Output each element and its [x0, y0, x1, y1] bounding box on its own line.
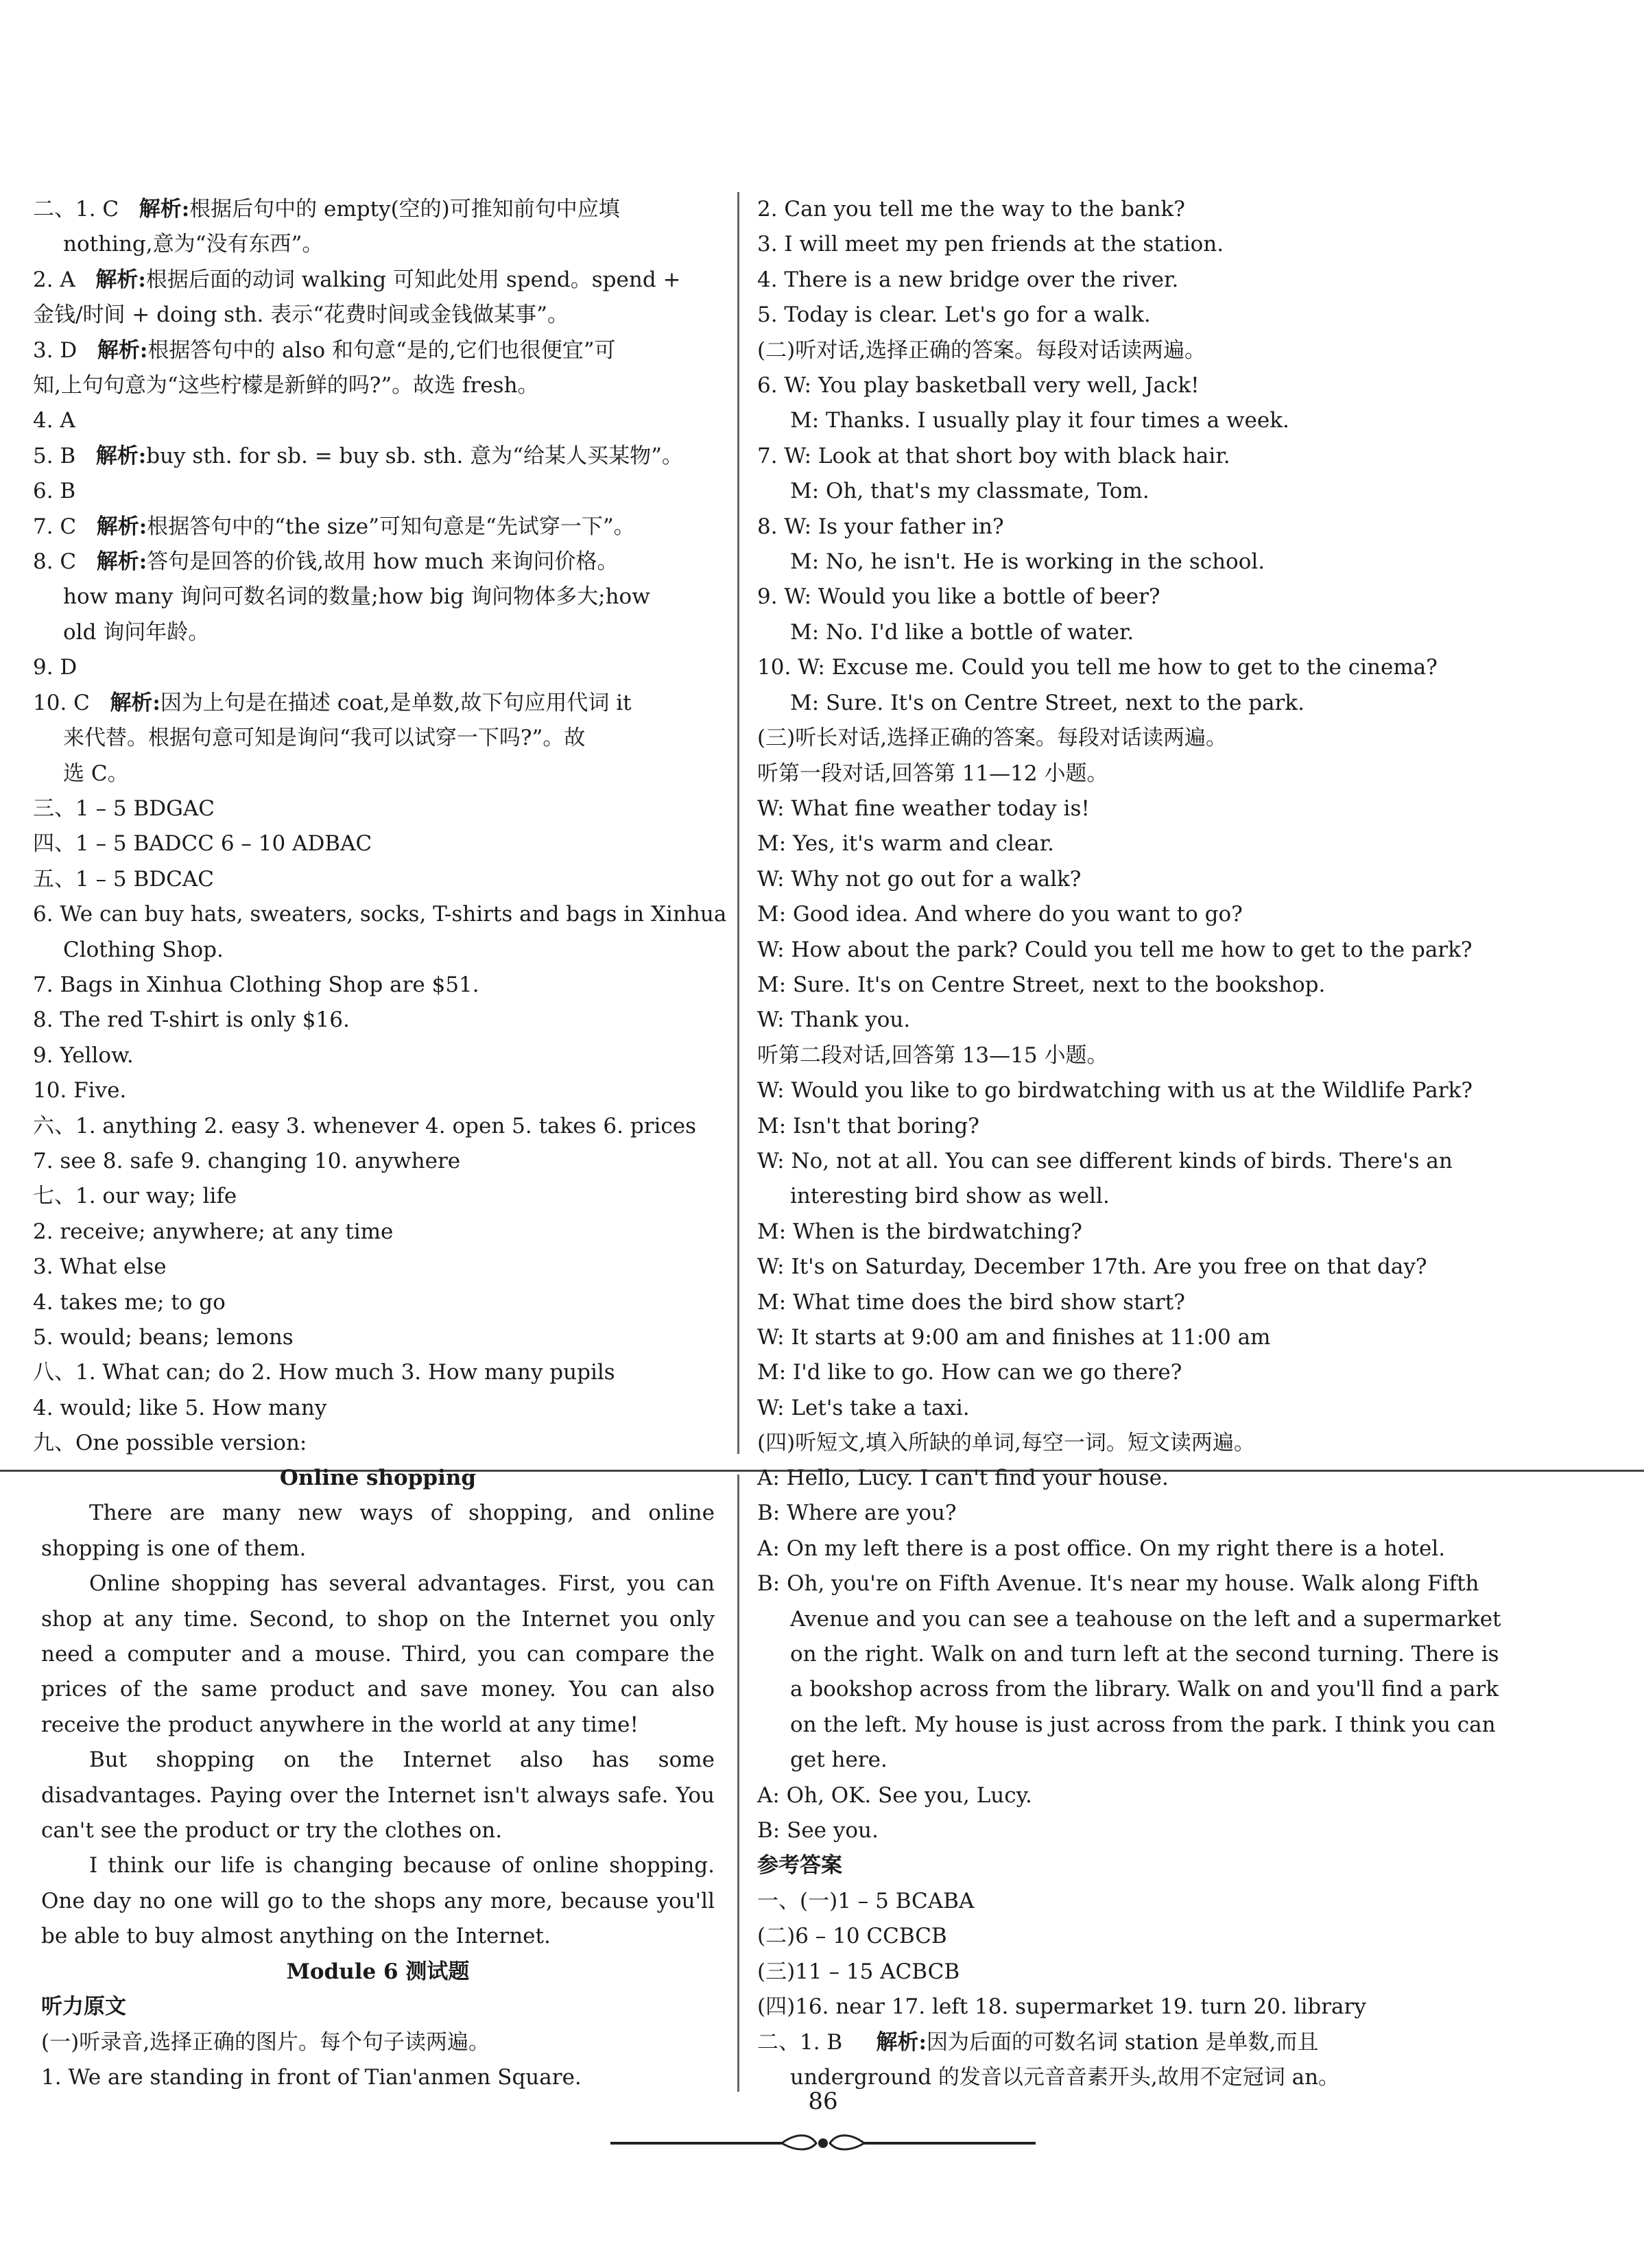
item-number: 7. C [33, 514, 77, 539]
text-line: W: What fine weather today is! [757, 796, 1090, 821]
text-line: 4. takes me; to go [33, 1289, 226, 1315]
text-line [33, 545, 711, 580]
column-divider-bottom [737, 1475, 739, 2092]
answers-heading: 参考答案 [757, 1853, 842, 1878]
text-line: W: It starts at 9:00 am and finishes at 11:00 am [757, 1325, 1271, 1350]
text-line: W: Let's take a taxi. [757, 1395, 970, 1420]
text-line: (二)听对话,选择正确的答案。每段对话读两遍。 [757, 337, 1206, 363]
answer-line: (二)6 – 10 CCBCB [757, 1924, 947, 1949]
text-line: W: Thank you. [757, 1007, 911, 1033]
essay-paragraph: There are many new ways of shopping, and online shopping is one of them. [41, 1501, 715, 1561]
analysis-text: 根据答句中的“the size”可知句意是“先试穿一下”。 [147, 514, 635, 539]
analysis-label: 解析: [139, 197, 190, 222]
essay-paragraph: Online shopping has several advantages. First, you can shop at any time. Second, to shop on the Internet you only need a computer and a mouse. Third, you can compare the prices of the same product and save money. You can also receive the product anywhere in the world at any time! [41, 1571, 715, 1737]
answer-line: (四)16. near 17. left 18. supermarket 19. turn 20. library [757, 1994, 1366, 2020]
answer-line: 一、(一)1 – 5 BCABA [757, 1888, 975, 1913]
answer-number: 二、1. B [757, 2029, 843, 2055]
text-line: W: How about the park? Could you tell me how to get to the park? [757, 937, 1473, 962]
text-line: 3. What else [33, 1254, 167, 1280]
analysis-text: buy sth. for sb. = buy sb. sth. 意为“给某人买某物”。 [146, 443, 683, 468]
text-line: 选 C。 [63, 761, 129, 786]
analysis-text: 根据答句中的 also 和句意“是的,它们也很便宜”可 [147, 337, 616, 363]
text-line: 七、1. our way; life [33, 1184, 237, 1209]
text-line: W: No, not at all. You can see different kinds of birds. There's an [757, 1148, 1453, 1173]
bottom-right-column [757, 1461, 1501, 2095]
page-number: 86 [808, 2088, 838, 2115]
text-line [33, 686, 711, 721]
analysis-label: 解析: [95, 267, 146, 292]
text-line: 知,上句句意为“这些柠檬是新鲜的吗?”。故选 fresh。 [33, 373, 539, 398]
text-line: 7. see 8. safe 9. changing 10. anywhere [33, 1148, 461, 1173]
analysis-text: 答句是回答的价钱,故用 how much 来询问价格。 [147, 549, 619, 575]
text-line: 8. W: Is your father in? [757, 514, 1004, 539]
dialog-line: B: Oh, you're on Fifth Avenue. It's near my house. Walk along Fifth [757, 1571, 1479, 1597]
text-line: M: What time does the bird show start? [757, 1289, 1185, 1315]
text-line: 10. Five. [33, 1078, 127, 1103]
text-line: 金钱/时间 + doing sth. 表示“花费时间或金钱做某事”。 [33, 302, 569, 328]
text-line: 6. W: You play basketball very well, Jack! [757, 373, 1200, 398]
essay-paragraph: I think our life is changing because of online shopping. One day no one will go to the shops any more, because you'll be able to buy almost anything on the Internet. [41, 1853, 715, 1949]
item-number: 3. D [33, 337, 78, 363]
dialog-line: Avenue and you can see a teahouse on the left and a supermarket [790, 1606, 1501, 1632]
text-line: 10. W: Excuse me. Could you tell me how to get to the cinema? [757, 655, 1438, 680]
dialog-line: A: On my left there is a post office. On my right there is a hotel. [757, 1536, 1446, 1561]
text-line: (四)听短文,填入所缺的单词,每空一词。短文读两遍。 [757, 1431, 1255, 1456]
text-line: M: Good idea. And where do you want to go? [757, 902, 1243, 927]
text-line: 9. Yellow. [33, 1042, 134, 1068]
footer-ornament-icon [610, 2129, 1036, 2157]
text-line: 五、1 – 5 BDCAC [33, 866, 214, 892]
item-number: 5. B [33, 443, 76, 468]
text-line: 听第二段对话,回答第 13—15 小题。 [757, 1042, 1108, 1068]
listening-part1: (一)听录音,选择正确的图片。每个句子读两遍。 [41, 2029, 490, 2055]
text-line: 4. would; like 5. How many [33, 1395, 327, 1420]
answer-explanation-cont: underground 的发音以元音音素开头,故用不定冠词 an。 [790, 2064, 1340, 2090]
analysis-text: 因为后面的可数名词 station 是单数,而且 [926, 2029, 1319, 2055]
dialog-line: B: Where are you? [757, 1501, 957, 1526]
top-left-column [33, 192, 727, 1461]
analysis-label: 解析: [876, 2029, 927, 2055]
text-line [33, 439, 711, 474]
text-line: interesting bird show as well. [790, 1184, 1110, 1209]
analysis-text: 因为上句是在描述 coat,是单数,故下句应用代词 it [160, 690, 632, 715]
analysis-label: 解析: [96, 514, 147, 539]
item-number: 10. C [33, 690, 90, 715]
text-line: 2. Can you tell me the way to the bank? [757, 197, 1185, 222]
dialog-line: A: Oh, OK. See you, Lucy. [757, 1782, 1032, 1808]
dialog-line: on the left. My house is just across from the park. I think you can [790, 1712, 1496, 1737]
text-line: 4. A [33, 408, 75, 433]
text-line: 八、1. What can; do 2. How much 3. How many pupils [33, 1360, 615, 1385]
text-line [33, 333, 711, 368]
text-line: (三)听长对话,选择正确的答案。每段对话读两遍。 [757, 726, 1228, 751]
dialog-line: B: See you. [757, 1818, 879, 1843]
text-line: M: Isn't that boring? [757, 1113, 979, 1138]
text-line: 5. would; beans; lemons [33, 1325, 294, 1350]
analysis-label: 解析: [97, 337, 148, 363]
column-divider-top [737, 192, 739, 1454]
text-line: 5. Today is clear. Let's go for a walk. [757, 302, 1151, 328]
text-line: M: No. I'd like a bottle of water. [790, 619, 1134, 645]
text-line: W: Would you like to go birdwatching with us at the Wildlife Park? [757, 1078, 1473, 1103]
answer-line: (三)11 – 15 ACBCB [757, 1959, 960, 1984]
text-line [33, 510, 711, 545]
text-line: M: Thanks. I usually play it four times a week. [790, 408, 1289, 433]
analysis-text: 根据后面的动词 walking 可知此处用 spend。spend + [145, 267, 681, 292]
text-line: old 询问年龄。 [63, 619, 210, 645]
text-line: 听第一段对话,回答第 11—12 小题。 [757, 761, 1108, 786]
text-line: W: It's on Saturday, December 17th. Are you free on that day? [757, 1254, 1427, 1280]
top-right-column [757, 192, 1473, 1461]
bottom-left-column [41, 1461, 715, 2095]
text-line: 7. W: Look at that short boy with black hair. [757, 443, 1230, 468]
analysis-text: 根据后句中的 empty(空的)可推知前句中应填 [189, 197, 620, 222]
dialog-line: get here. [790, 1747, 887, 1773]
text-line: 九、One possible version: [33, 1431, 307, 1456]
module-title: Module 6 测试题 [286, 1959, 470, 1984]
text-line: 4. There is a new bridge over the river. [757, 267, 1179, 292]
text-line: 6. We can buy hats, sweaters, socks, T-shirts and bags in Xinhua [33, 902, 727, 927]
text-line: M: Oh, that's my classmate, Tom. [790, 479, 1149, 504]
dialog-line: a bookshop across from the library. Walk on and you'll find a park [790, 1677, 1499, 1702]
text-line: 6. B [33, 479, 76, 504]
text-line: 9. D [33, 655, 78, 680]
essay-paragraph: But shopping on the Internet also has some disadvantages. Paying over the Internet isn't always safe. You can't see the product or try the clothes on. [41, 1747, 715, 1843]
text-line: 9. W: Would you like a bottle of beer? [757, 584, 1160, 610]
analysis-label: 解析: [96, 549, 147, 575]
item-number: 8. C [33, 549, 77, 575]
text-line: Clothing Shop. [63, 937, 224, 962]
text-line: M: Sure. It's on Centre Street, next to the park. [790, 690, 1305, 715]
text-line: M: I'd like to go. How can we go there? [757, 1360, 1182, 1385]
text-line: 来代替。根据句意可知是询问“我可以试穿一下吗?”。故 [63, 726, 586, 751]
text-line: 四、1 – 5 BADCC 6 – 10 ADBAC [33, 831, 372, 857]
answer-explanation [757, 2025, 1436, 2060]
text-line: 2. receive; anywhere; at any time [33, 1219, 394, 1244]
text-line: 三、1 – 5 BDGAC [33, 796, 215, 821]
text-line: M: Sure. It's on Centre Street, next to the bookshop. [757, 972, 1326, 997]
dialog-line: A: Hello, Lucy. I can't find your house. [757, 1466, 1169, 1490]
text-line: M: Yes, it's warm and clear. [757, 831, 1055, 857]
listening-question: 1. We are standing in front of Tian'anmen Square. [41, 2064, 582, 2090]
text-line: M: When is the birdwatching? [757, 1219, 1082, 1244]
dialog-line: on the right. Walk on and turn left at the second turning. There is [790, 1642, 1499, 1667]
analysis-label: 解析: [110, 690, 160, 715]
text-line: 7. Bags in Xinhua Clothing Shop are $51. [33, 972, 479, 997]
text-line: W: Why not go out for a walk? [757, 866, 1082, 892]
text-line: M: No, he isn't. He is working in the school. [790, 549, 1265, 575]
text-line: 8. The red T-shirt is only $16. [33, 1007, 350, 1033]
text-line: how many 询问可数名词的数量;how big 询问物体多大;how [63, 584, 650, 610]
text-line: nothing,意为“没有东西”。 [63, 232, 324, 257]
text-line [33, 192, 711, 227]
listening-heading: 听力原文 [41, 1994, 126, 2020]
analysis-label: 解析: [95, 443, 147, 468]
item-number: 2. A [33, 267, 75, 292]
text-line: 六、1. anything 2. easy 3. whenever 4. open 5. takes 6. prices [33, 1113, 697, 1138]
item-number: 二、1. C [33, 197, 119, 222]
text-line [33, 263, 711, 298]
essay-title: Online shopping [279, 1466, 477, 1490]
text-line: 3. I will meet my pen friends at the station. [757, 232, 1224, 257]
